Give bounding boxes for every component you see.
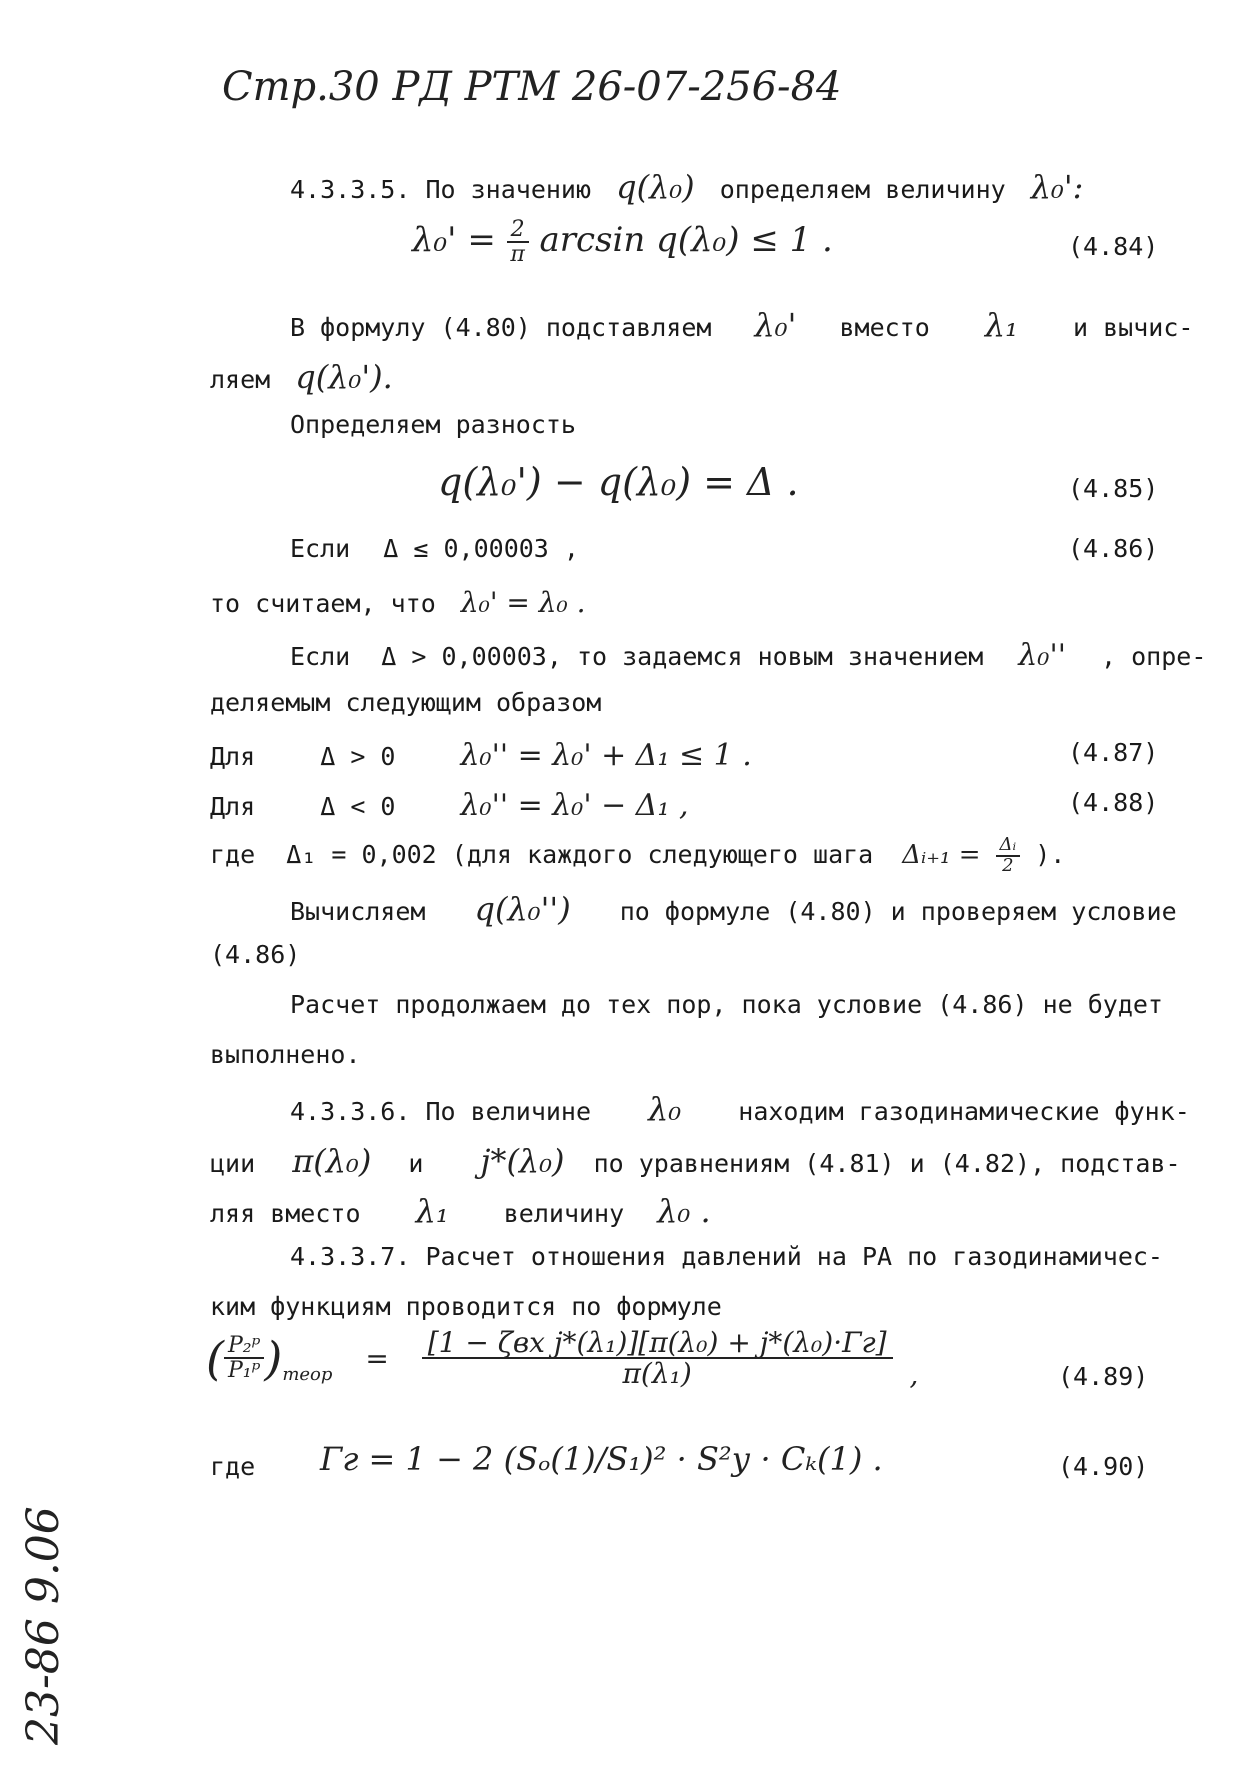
text: , опре-: [1101, 642, 1207, 671]
formula-symbol: λ₁: [984, 306, 1018, 344]
paragraph-line: деляемым следующим образом: [210, 688, 602, 717]
paragraph-compute: [290, 890, 1177, 928]
formula-symbol: λ₀: [648, 1090, 682, 1128]
equation-number: (4.89): [1058, 1362, 1149, 1391]
fraction-denominator: π: [510, 242, 525, 268]
text: по формуле (4.80) и проверяем условие: [619, 897, 1177, 926]
fraction: [996, 836, 1021, 876]
formula: λ₀'' = λ₀' − Δ₁ ,: [460, 788, 689, 823]
formula-symbol: λ₀'': [1018, 638, 1066, 673]
condition-line: [290, 534, 579, 563]
paragraph-difference: Определяем разность: [290, 410, 576, 439]
formula-symbol: q(λ₀): [616, 168, 695, 206]
text: то задаемся новым значением: [576, 642, 984, 671]
equals-sign: =: [365, 1341, 389, 1375]
formula-symbol: Δᵢ₊₁ =: [902, 839, 981, 870]
equation-4-85: q(λ₀') − q(λ₀) = Δ .: [438, 460, 799, 504]
text: Если: [290, 534, 351, 563]
text: ции: [210, 1149, 256, 1178]
fraction-numerator: [1 − ζвх j*(λ₁)][π(λ₀) + j*(λ₀)·Γг]: [422, 1328, 893, 1359]
formula-symbol: λ₁: [415, 1192, 449, 1230]
formula-symbol: λ₀' = λ₀ .: [460, 586, 586, 619]
fraction: [422, 1328, 893, 1389]
paragraph-line: [210, 1192, 711, 1230]
text: Δ₁ = 0,002 (для каждого следующего шага: [286, 839, 874, 869]
fraction-numerator: 2: [507, 218, 529, 243]
equation-4-84: [412, 218, 833, 266]
fraction-denominator: π(λ₁): [622, 1357, 692, 1391]
text: то считаем, что: [210, 589, 436, 618]
condition-line: [290, 638, 1206, 673]
equation-4-90: Γг = 1 − 2 (Sₒ(1)/S₁)² · S²у · Cₖ(1) .: [320, 1440, 883, 1478]
text: ляя вместо: [210, 1199, 361, 1228]
text: вместо: [839, 313, 930, 342]
formula: λ₀'' = λ₀' + Δ₁ ≤ 1 .: [460, 738, 752, 773]
formula-symbol: j*(λ₀): [480, 1142, 565, 1180]
text: Если: [290, 642, 351, 671]
text: находим газодинамические функ-: [738, 1097, 1190, 1126]
margin-note: 23-86 9.06: [18, 1506, 69, 1745]
text: 4.3.3.5. По значению: [290, 175, 592, 204]
fraction-denominator: P₁ᵖ: [227, 1358, 261, 1384]
comma: ,: [909, 1357, 919, 1391]
text: 4.3.3.6. По величине: [290, 1097, 592, 1126]
paragraph-line: [210, 586, 586, 619]
equation-number: (4.88): [1068, 788, 1159, 817]
case-line-4-88: [210, 788, 689, 823]
fraction: [507, 218, 529, 266]
text: Вычисляем: [290, 897, 426, 926]
formula-symbol: λ₀ .: [657, 1192, 711, 1230]
equation-number: (4.85): [1068, 474, 1159, 503]
bracket: (: [206, 1331, 224, 1386]
formula-symbol: λ₀': [754, 306, 797, 344]
paragraph-continue: Расчет продолжаем до тех пор, пока условие (4.86) не будет: [290, 990, 1163, 1019]
subscript: теор: [282, 1363, 333, 1385]
formula-symbol: q(λ₀').: [295, 358, 393, 396]
text: и: [408, 1149, 424, 1178]
eq-part: λ₀' =: [412, 220, 496, 261]
condition: Δ > 0,00003,: [381, 642, 562, 671]
paragraph-4336: [290, 1090, 1190, 1128]
condition: Δ > 0: [320, 742, 396, 771]
fraction-denominator: 2: [1002, 854, 1014, 876]
formula-symbol: q(λ₀''): [474, 890, 571, 928]
equation-4-89: [206, 1328, 918, 1391]
equation-number: (4.87): [1068, 738, 1159, 767]
paragraph-line: ким функциям проводится по формуле: [210, 1292, 722, 1321]
text: ляем: [210, 365, 271, 394]
equation-number: (4.84): [1068, 232, 1159, 261]
equation-number: (4.86): [1068, 534, 1159, 563]
equation-number: (4.90): [1058, 1452, 1149, 1481]
page-header: Стр.30 РД РТМ 26-07-256-84: [222, 64, 842, 110]
text: по уравнениям (4.81) и (4.82), подстав-: [593, 1149, 1181, 1178]
fraction-numerator: P₂ᵖ: [224, 1334, 264, 1359]
paragraph-line: выполнено.: [210, 1040, 361, 1069]
paragraph-substitution: [290, 306, 1193, 344]
text: Для: [210, 742, 256, 771]
text: величину: [503, 1199, 625, 1228]
paragraph-line: где: [210, 1452, 256, 1481]
text: ).: [1035, 839, 1066, 869]
formula-symbol: π(λ₀): [292, 1142, 372, 1180]
text: определяем величину: [719, 175, 1006, 204]
paragraph-line: (4.86): [210, 940, 301, 969]
paragraph-4335: [290, 168, 1083, 206]
fraction-numerator: Δᵢ: [996, 836, 1021, 857]
condition: Δ < 0: [320, 792, 396, 821]
text: где: [210, 839, 256, 869]
paragraph-line: [210, 1142, 1181, 1180]
condition: Δ ≤ 0,00003 ,: [383, 534, 579, 563]
text: и вычис-: [1073, 313, 1194, 342]
fraction: [224, 1334, 264, 1382]
formula-symbol: λ₀':: [1030, 168, 1084, 206]
bracket: ): [264, 1331, 283, 1386]
paragraph-line: [210, 358, 393, 396]
where-line: [210, 836, 1065, 876]
eq-part: arcsin q(λ₀) ≤ 1 .: [539, 220, 833, 261]
text: В формулу (4.80) подставляем: [290, 313, 712, 342]
text: Для: [210, 792, 256, 821]
paragraph-4337: 4.3.3.7. Расчет отношения давлений на РА по газодинамичес-: [290, 1242, 1163, 1271]
case-line-4-87: [210, 738, 752, 773]
